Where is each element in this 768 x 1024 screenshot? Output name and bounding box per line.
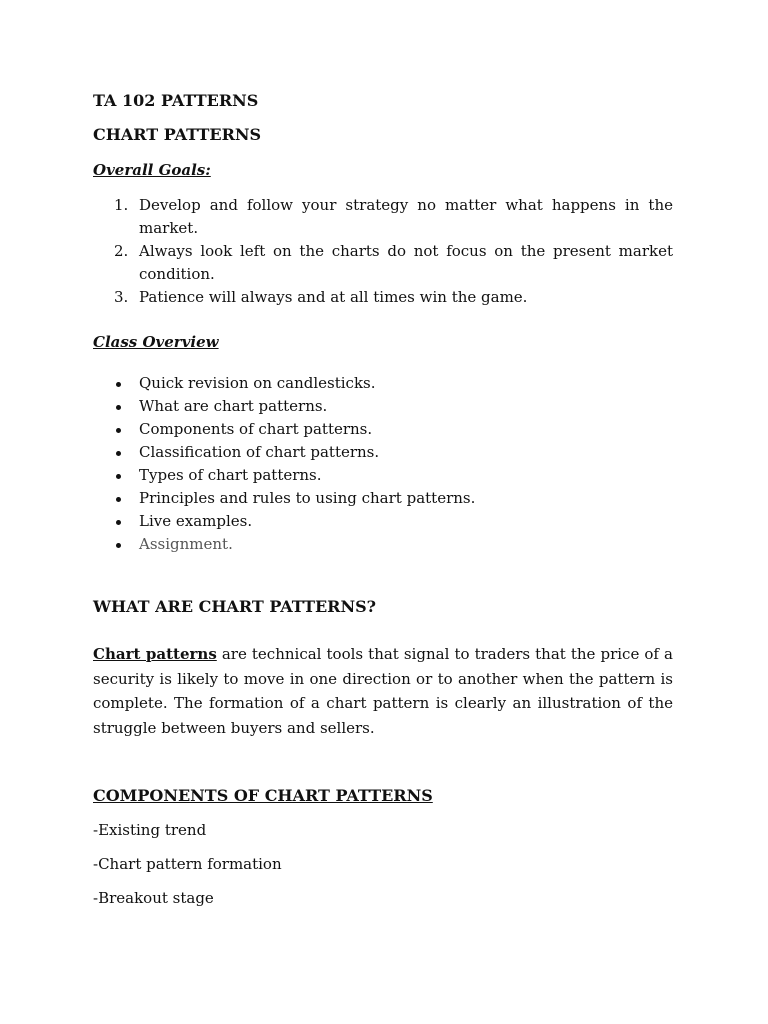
bullet-icon — [116, 451, 121, 456]
list-item-text: Live examples. — [139, 512, 253, 530]
list-item-text: Classification of chart patterns. — [139, 443, 380, 461]
bullet-icon — [116, 474, 121, 479]
list-item — [93, 418, 475, 441]
list-item-text: What are chart patterns. — [139, 397, 328, 415]
list-item — [93, 372, 475, 395]
list-number: 1. — [114, 196, 129, 214]
definition-text: are technical tools that signal to traders that the price of a security is likely to move in one direction or to another when the pattern is complete. The formation of a chart pattern is clearly an illustration of the struggle between buyers and sellers. — [93, 645, 673, 737]
bullet-icon — [116, 405, 121, 410]
component-item: -Existing trend — [93, 821, 207, 839]
list-item — [93, 194, 673, 240]
what-are-heading: WHAT ARE CHART PATTERNS? — [93, 597, 377, 616]
bullet-icon — [116, 520, 121, 525]
list-item-text: Patience will always and at all times win the game. — [139, 288, 528, 306]
list-item-text: Components of chart patterns. — [139, 420, 373, 438]
list-number: 2. — [114, 242, 129, 260]
overall-goals-heading: Overall Goals: — [93, 161, 211, 179]
class-overview-list — [93, 372, 475, 556]
defined-term: Chart patterns — [93, 645, 217, 663]
list-item-text: Always look left on the charts do not focus on the present market condition. — [139, 242, 673, 283]
bullet-icon — [116, 543, 121, 548]
list-item — [93, 286, 673, 309]
document-subtitle: CHART PATTERNS — [93, 125, 262, 144]
list-item-text: Quick revision on candlesticks. — [139, 374, 376, 392]
components-heading: COMPONENTS OF CHART PATTERNS — [93, 786, 433, 805]
list-item-text: Develop and follow your strategy no matter what happens in the market. — [139, 196, 673, 237]
list-item — [93, 441, 475, 464]
component-item: -Breakout stage — [93, 889, 214, 907]
list-item — [93, 487, 475, 510]
list-number: 3. — [114, 288, 129, 306]
bullet-icon — [116, 497, 121, 502]
list-item — [93, 240, 673, 286]
list-item — [93, 510, 475, 533]
definition-paragraph — [93, 642, 673, 740]
list-item — [93, 464, 475, 487]
overall-goals-list — [93, 194, 673, 309]
list-item-text: Assignment. — [139, 535, 233, 553]
list-item — [93, 533, 475, 556]
document-title: TA 102 PATTERNS — [93, 91, 259, 110]
list-item-text: Principles and rules to using chart patterns. — [139, 489, 476, 507]
component-item: -Chart pattern formation — [93, 855, 282, 873]
class-overview-heading: Class Overview — [93, 333, 219, 351]
list-item — [93, 395, 475, 418]
list-item-text: Types of chart patterns. — [139, 466, 322, 484]
bullet-icon — [116, 428, 121, 433]
bullet-icon — [116, 382, 121, 387]
